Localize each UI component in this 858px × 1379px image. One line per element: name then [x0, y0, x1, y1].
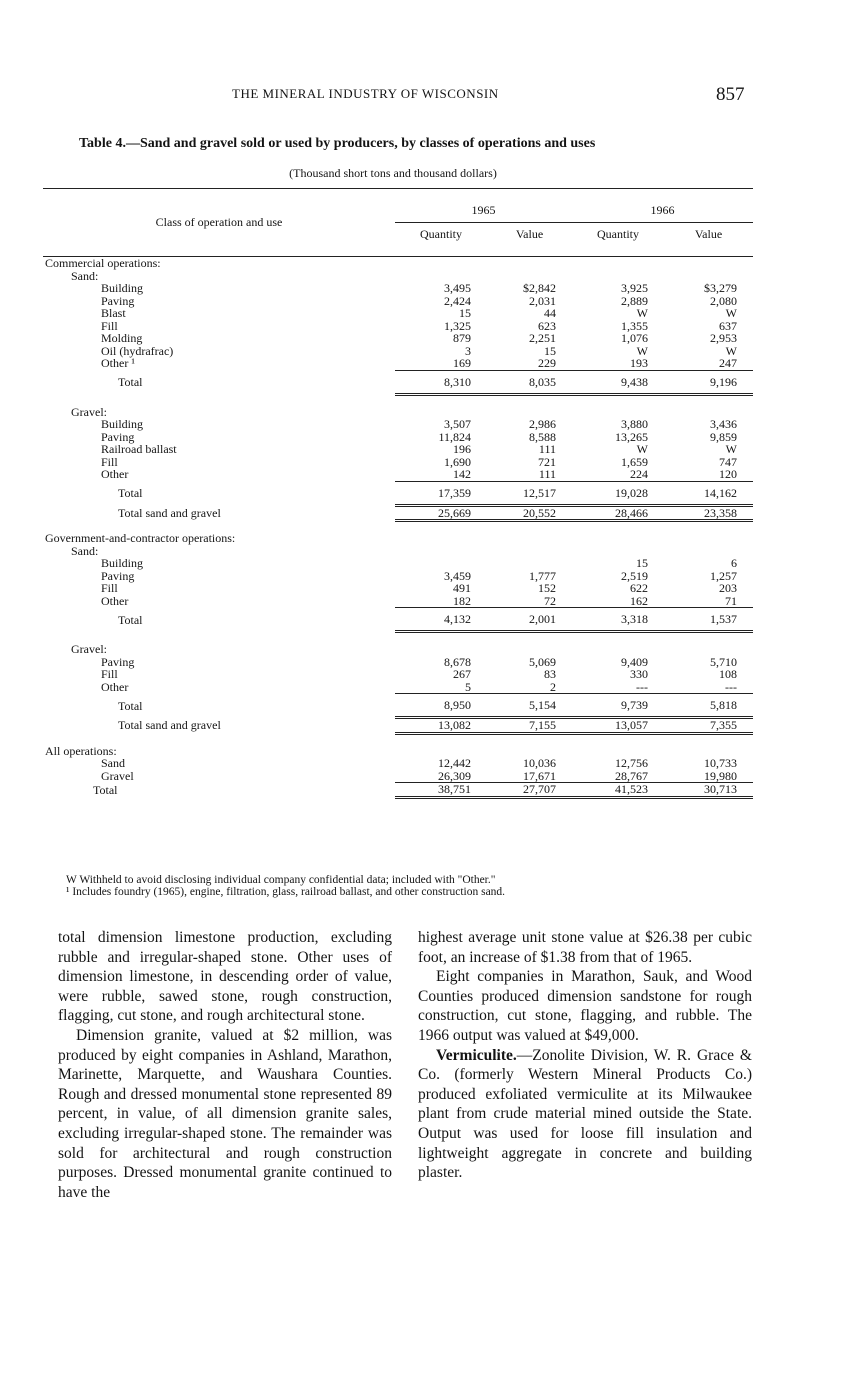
row-label: Total [93, 782, 118, 797]
page-number: 857 [716, 84, 745, 105]
table-row [43, 668, 753, 681]
spacer-row [43, 394, 753, 406]
value-1966-cell: 637 [719, 318, 737, 333]
row-label-cell [43, 582, 395, 595]
quantity-1965-cell: 8,310 [395, 370, 487, 394]
table-row [43, 595, 753, 608]
row-label: Gravel: [71, 404, 107, 419]
quantity-1965-cell: 15 [459, 306, 471, 320]
quantity-1965-cell: 3,507 [444, 417, 471, 431]
value-1966-cell [664, 632, 753, 644]
value-1966-cell: W [725, 442, 737, 456]
quantity-1965-cell: 267 [453, 667, 471, 681]
row-label-cell [43, 406, 395, 419]
value-1965-cell: 2,031 [529, 293, 556, 308]
table-row [43, 783, 753, 798]
row-label-cell [43, 270, 395, 283]
row-label: Other [101, 593, 129, 608]
row-label: All operations: [45, 743, 117, 758]
right-paragraph-3 [418, 1046, 752, 1183]
row-label-cell [43, 718, 395, 734]
value-1966-cell: 30,713 [664, 783, 753, 798]
quantity-1966-cell: 2,519 [621, 568, 648, 583]
quantity-1966-cell: W [636, 442, 648, 456]
value-1966-cell: 19,980 [704, 768, 737, 783]
table-row [43, 443, 753, 456]
value-1965-cell [487, 643, 572, 656]
row-label-cell [43, 456, 395, 469]
row-label: Fill [101, 454, 118, 469]
value-1966-cell [664, 532, 753, 545]
row-label-cell [43, 418, 395, 431]
table-row [43, 608, 753, 632]
row-label-cell [43, 545, 395, 558]
quantity-1966-cell: 330 [630, 667, 648, 681]
row-label-cell [43, 320, 395, 333]
left-column [58, 928, 392, 1202]
quantity-1965-cell [395, 521, 487, 533]
row-label: Sand: [71, 543, 99, 558]
quantity-1965-cell [395, 643, 487, 656]
table-footnotes [66, 874, 756, 898]
quantity-1965-cell: 8,678 [444, 654, 471, 669]
quantity-1965-cell: 8,950 [395, 694, 487, 718]
quantity-1966-cell [572, 643, 664, 656]
quantity-1965-cell: 38,751 [395, 783, 487, 798]
row-label: Building [101, 281, 144, 295]
value-1966-header: Value [664, 223, 753, 257]
quantity-1965-cell: 182 [453, 593, 471, 608]
table-row [43, 532, 753, 545]
row-label-cell [43, 570, 395, 583]
footnote-withheld: W Withheld to avoid disclosing individual company confidential data; included with "Other." [66, 874, 496, 886]
value-1965-cell: 8,588 [529, 429, 556, 444]
value-1966-cell: 10,733 [704, 756, 737, 770]
quantity-1966-cell [572, 406, 664, 419]
quantity-1965-cell: 1,325 [444, 318, 471, 333]
value-1965-cell: 2,001 [487, 608, 572, 632]
value-1966-cell: 3,436 [710, 417, 737, 431]
quantity-1965-cell [395, 394, 487, 406]
value-1965-cell: 229 [538, 356, 556, 370]
value-1966-cell: 2,080 [710, 293, 737, 308]
quantity-1965-cell: 12,442 [438, 756, 471, 770]
row-label-cell [43, 505, 395, 521]
row-label-cell [43, 443, 395, 456]
table-row [43, 468, 753, 481]
table-row [43, 481, 753, 505]
value-1965-cell: 152 [538, 581, 556, 595]
quantity-1966-cell: 2,889 [621, 293, 648, 308]
value-1965-cell [487, 257, 572, 270]
row-label-cell [43, 643, 395, 656]
row-label: Paving [101, 568, 135, 583]
value-1966-cell: W [725, 343, 737, 358]
row-label: Paving [101, 654, 135, 669]
quantity-1966-cell: W [636, 343, 648, 358]
row-label-cell [43, 307, 395, 320]
right-paragraph-2: Eight companies in Marathon, Sauk, and Wood Counties produced dimension sandstone for rough construction, cut stone, flagging, and rubble. The 1966 output was valued at $49,000. [418, 968, 752, 1044]
value-1966-cell: W [725, 306, 737, 320]
row-label-cell [43, 745, 395, 758]
value-1966-cell: 71 [725, 593, 737, 608]
quantity-1966-cell: 3,925 [621, 281, 648, 295]
value-1965-cell [487, 557, 572, 570]
value-1965-cell: 2 [550, 679, 556, 694]
quantity-1965-cell: 4,132 [395, 608, 487, 632]
value-1965-cell: 111 [538, 442, 556, 456]
quantity-1966-cell: 1,076 [621, 331, 648, 345]
quantity-1965-cell: 3 [465, 343, 471, 358]
value-1966-cell: --- [725, 679, 737, 694]
row-label: Government-and-contractor operations: [45, 531, 236, 545]
quantity-1965-cell: 5 [465, 679, 471, 694]
value-1965-cell: 10,036 [523, 756, 556, 770]
table-row [43, 370, 753, 394]
value-1965-cell: 721 [538, 454, 556, 469]
value-1965-cell: 44 [544, 306, 556, 320]
value-1965-cell: 83 [544, 667, 556, 681]
row-label-cell [43, 668, 395, 681]
value-1966-cell [664, 394, 753, 406]
quantity-1966-cell: 13,057 [572, 718, 664, 734]
value-1966-cell [664, 733, 753, 745]
row-label-cell [43, 370, 395, 394]
quantity-1966-cell: 15 [636, 556, 648, 570]
right-paragraph-1: highest average unit stone value at $26.38 per cubic foot, an increase of $1.38 from that of 1965. [418, 929, 752, 966]
value-1965-cell: 20,552 [487, 505, 572, 521]
value-1965-cell: 5,154 [487, 694, 572, 718]
quantity-1965-cell: 491 [453, 581, 471, 595]
value-1965-cell: 5,069 [529, 654, 556, 669]
table-row [43, 307, 753, 320]
row-label: Total sand and gravel [118, 505, 221, 520]
quantity-1966-cell: 19,028 [572, 481, 664, 505]
quantity-1965-cell [395, 545, 487, 558]
quantity-1966-cell: 9,438 [572, 370, 664, 394]
spacer-row [43, 733, 753, 745]
value-1965-cell: 17,671 [523, 768, 556, 783]
quantity-1966-cell: 3,880 [621, 417, 648, 431]
value-1966-cell [664, 406, 753, 419]
value-1966-cell [664, 545, 753, 558]
row-label: Fill [101, 581, 118, 595]
value-1965-cell [487, 521, 572, 533]
value-1966-cell [664, 257, 753, 270]
row-label: Molding [101, 331, 143, 345]
value-1965-cell: 2,986 [529, 417, 556, 431]
row-label: Gravel [101, 768, 134, 783]
left-paragraph-2: Dimension granite, valued at $2 million, was produced by eight companies in Ashland, Marathon, Marinette, Marquette, and Waushara Counties. Rough and dressed monumental stone represented 89 percent, in value, of all dimension granite sales, excluding irregular-shaped stone. The remainder was sold for architectural and rough construction purposes. Dressed monumental granite continued to have the [58, 1026, 392, 1201]
value-1966-cell: 6 [731, 556, 737, 570]
row-label: Other ¹ [101, 356, 135, 371]
row-label: Total [118, 375, 143, 389]
row-label: Paving [101, 293, 135, 308]
value-1966-cell: 5,818 [664, 694, 753, 718]
quantity-1966-cell: 193 [630, 356, 648, 370]
row-label: Building [101, 417, 144, 431]
quantity-1966-cell: W [636, 306, 648, 320]
value-1965-cell: 12,517 [487, 481, 572, 505]
value-1965-cell [487, 733, 572, 745]
row-label-cell [43, 468, 395, 481]
table-row [43, 257, 753, 270]
value-1965-cell: 27,707 [487, 783, 572, 798]
quantity-1966-cell: 1,355 [621, 318, 648, 333]
quantity-1966-cell: 162 [630, 593, 648, 608]
row-label-cell [43, 656, 395, 669]
quantity-1965-cell [395, 257, 487, 270]
row-label-cell [43, 783, 395, 798]
quantity-1965-cell [395, 532, 487, 545]
quantity-1965-cell [395, 406, 487, 419]
value-1965-cell [487, 394, 572, 406]
quantity-1965-cell: 142 [453, 467, 471, 481]
value-1965-cell: 72 [544, 593, 556, 608]
quantity-1965-cell: 11,824 [438, 429, 471, 444]
table-title: Table 4.—Sand and gravel sold or used by producers, by classes of operations and uses [79, 136, 596, 151]
quantity-1965-cell: 196 [453, 442, 471, 456]
row-label-cell [43, 557, 395, 570]
spacer-row [43, 632, 753, 644]
quantity-1966-cell: 41,523 [572, 783, 664, 798]
row-label: Blast [101, 306, 126, 320]
row-label: Railroad ballast [101, 442, 177, 456]
value-1966-cell: 23,358 [664, 505, 753, 521]
row-label: Gravel: [71, 642, 107, 656]
left-paragraph-1: total dimension limestone production, excluding rubble and irregular-shaped stone. Other uses of dimension limestone, in descending order of value, were rubble, sawed stone, rough construction, flagging, cut stone, and rough architectural stone. [58, 929, 392, 1025]
row-label-cell [43, 345, 395, 358]
quantity-1966-cell: 28,466 [572, 505, 664, 521]
value-1965-cell: 1,777 [529, 568, 556, 583]
row-label: Commercial operations: [45, 256, 161, 270]
row-label-cell [43, 295, 395, 308]
value-1966-cell: 247 [719, 356, 737, 370]
row-label-cell [43, 770, 395, 783]
value-1965-header: Value [487, 223, 572, 257]
row-label: Fill [101, 318, 118, 333]
quantity-1966-cell: --- [636, 679, 648, 694]
quantity-1966-cell [572, 394, 664, 406]
row-label-cell [43, 757, 395, 770]
quantity-1966-cell [572, 532, 664, 545]
value-1966-cell: 108 [719, 667, 737, 681]
value-1966-cell [664, 521, 753, 533]
table-row [43, 505, 753, 521]
row-label: Total [118, 486, 143, 500]
value-1965-cell [487, 532, 572, 545]
row-label: Building [101, 556, 144, 570]
value-1965-cell: 623 [538, 318, 556, 333]
row-label-cell [43, 681, 395, 694]
table-row [43, 681, 753, 694]
quantity-1966-cell: 9,739 [572, 694, 664, 718]
row-label: Sand [101, 756, 125, 770]
table-body [43, 257, 753, 798]
value-1966-cell [664, 643, 753, 656]
row-label: Total [118, 612, 143, 627]
value-1966-cell: 5,710 [710, 654, 737, 669]
value-1966-cell: 2,953 [710, 331, 737, 345]
year-1966-header: 1966 [572, 189, 753, 223]
table-row [43, 357, 753, 370]
value-1966-cell: 7,355 [664, 718, 753, 734]
quantity-1966-cell: 28,767 [615, 768, 648, 783]
table-row [43, 282, 753, 295]
row-label-cell [43, 608, 395, 632]
table-row [43, 757, 753, 770]
quantity-1965-header: Quantity [395, 223, 487, 257]
quantity-1966-header: Quantity [572, 223, 664, 257]
value-1965-cell: 15 [544, 343, 556, 358]
value-1966-cell: 1,257 [710, 568, 737, 583]
value-1966-cell: 1,537 [664, 608, 753, 632]
row-label-cell [43, 357, 395, 370]
quantity-1966-cell [572, 257, 664, 270]
row-label-cell [43, 694, 395, 718]
quantity-1965-cell: 2,424 [444, 293, 471, 308]
quantity-1965-cell: 13,082 [395, 718, 487, 734]
right-column [418, 928, 752, 1183]
quantity-1965-cell [395, 270, 487, 283]
quantity-1966-cell [572, 632, 664, 644]
quantity-1965-cell: 25,669 [395, 505, 487, 521]
quantity-1965-cell: 3,495 [444, 281, 471, 295]
quantity-1965-cell [395, 557, 487, 570]
quantity-1965-cell [395, 632, 487, 644]
running-head: THE MINERAL INDUSTRY OF WISCONSIN [232, 86, 499, 101]
row-label: Sand: [71, 268, 99, 283]
row-label: Oil (hydrafrac) [101, 343, 174, 358]
quantity-1965-cell: 169 [453, 356, 471, 370]
value-1965-cell: $2,842 [523, 281, 556, 295]
quantity-1966-cell: 9,409 [621, 654, 648, 669]
year-1965-header: 1965 [395, 189, 572, 223]
table-row [43, 418, 753, 431]
quantity-1966-cell: 1,659 [621, 454, 648, 469]
value-1966-cell: $3,279 [704, 281, 737, 295]
value-1965-cell: 111 [538, 467, 556, 481]
value-1966-cell: 14,162 [664, 481, 753, 505]
table-row [43, 718, 753, 734]
row-label: Other [101, 467, 129, 482]
value-1965-cell [487, 632, 572, 644]
value-1965-cell [487, 545, 572, 558]
row-label-cell [43, 282, 395, 295]
value-1966-cell: 747 [719, 454, 737, 469]
quantity-1966-cell [572, 545, 664, 558]
row-label-cell [43, 595, 395, 608]
value-1965-cell: 7,155 [487, 718, 572, 734]
table-row [43, 643, 753, 656]
quantity-1966-cell: 224 [630, 467, 648, 481]
quantity-1966-cell: 12,756 [615, 756, 648, 770]
row-label: Total sand and gravel [118, 718, 221, 732]
quantity-1966-cell [572, 521, 664, 533]
quantity-1966-cell [572, 270, 664, 283]
quantity-1965-cell [395, 733, 487, 745]
table-subtitle: (Thousand short tons and thousand dollars) [289, 166, 497, 180]
quantity-1966-cell [572, 733, 664, 745]
table-row [43, 770, 753, 783]
quantity-1965-cell: 17,359 [395, 481, 487, 505]
row-label: Other [101, 679, 129, 694]
row-label-cell [43, 481, 395, 505]
quantity-1966-cell: 13,265 [615, 429, 648, 444]
table-row [43, 557, 753, 570]
vermiculite-heading: Vermiculite. [436, 1046, 517, 1064]
quantity-1966-cell: 622 [630, 581, 648, 595]
row-label-cell [43, 332, 395, 345]
row-label: Fill [101, 667, 118, 681]
quantity-1966-cell: 3,318 [572, 608, 664, 632]
value-1966-cell: 203 [719, 581, 737, 595]
footnote-1: ¹ Includes foundry (1965), engine, filtration, glass, railroad ballast, and other construction sand. [66, 886, 506, 898]
quantity-1965-cell: 1,690 [444, 454, 471, 469]
data-table-container [43, 188, 753, 799]
value-1966-cell: 120 [719, 467, 737, 481]
table-row [43, 582, 753, 595]
quantity-1965-cell: 879 [453, 331, 471, 345]
row-label-cell [43, 431, 395, 444]
stub-header: Class of operation and use [43, 189, 395, 257]
row-label: Paving [101, 429, 135, 444]
value-1966-cell: 9,196 [664, 370, 753, 394]
value-1965-cell: 2,251 [529, 331, 556, 345]
sand-gravel-table [43, 188, 753, 799]
value-1966-cell: 9,859 [710, 429, 737, 444]
quantity-1965-cell: 26,309 [438, 768, 471, 783]
vermiculite-text: —Zonolite Division, W. R. Grace & Co. (formerly Western Mineral Products Co.) produced exfoliated vermiculite at its Milwaukee plant from crude material mined outside the State. Output was used for loose fill insulation and lightweight aggregate in concrete and building plaster. [418, 1046, 752, 1182]
table-row [43, 694, 753, 718]
quantity-1965-cell: 3,459 [444, 568, 471, 583]
row-label: Total [118, 698, 143, 713]
value-1965-cell: 8,035 [487, 370, 572, 394]
